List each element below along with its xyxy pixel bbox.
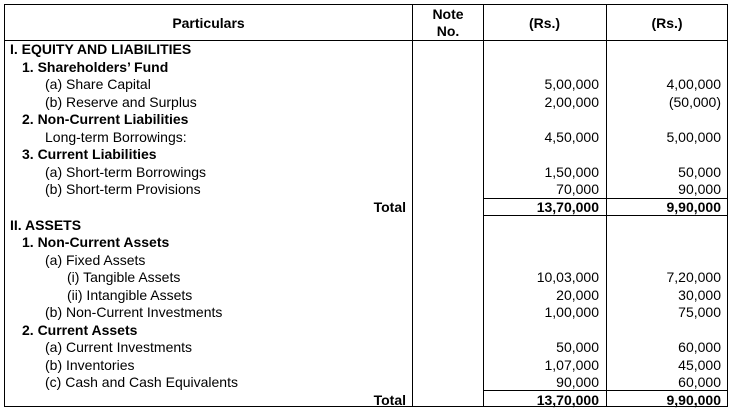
current-year-value: 1,00,000 <box>544 304 599 320</box>
current-year-value <box>484 217 599 235</box>
previous-year-value <box>607 41 721 59</box>
group-heading: 2. Current Assets <box>22 321 138 338</box>
line-item-label: (b) Reserve and Surplus <box>45 93 197 110</box>
header-particulars: Particulars <box>172 14 245 31</box>
previous-year-value: 75,000 <box>678 304 721 320</box>
total-label: Total <box>373 199 406 215</box>
line-item-label: (c) Cash and Cash Equivalents <box>45 374 238 390</box>
previous-year-value <box>607 252 721 270</box>
line-item-label: (b) Short-term Provisions <box>45 181 201 197</box>
line-item-label: Long-term Borrowings: <box>45 128 187 145</box>
current-year-value: 1,50,000 <box>544 163 599 180</box>
header-note-line2: No. <box>436 23 460 39</box>
previous-year-value <box>607 234 721 252</box>
previous-year-value <box>607 59 721 77</box>
previous-year-value <box>607 146 721 164</box>
current-year-value: 20,000 <box>556 286 599 303</box>
current-year-value: 4,50,000 <box>544 128 599 145</box>
current-year-value: 5,00,000 <box>544 76 599 92</box>
header-note-line1: Note <box>432 6 464 22</box>
current-year-value <box>484 111 599 129</box>
line-item-label: (i) Tangible Assets <box>67 269 181 285</box>
current-year-value: 90,000 <box>556 374 599 390</box>
current-year-value <box>484 234 599 252</box>
previous-year-value: 60,000 <box>678 339 721 355</box>
current-year-value <box>484 41 599 59</box>
current-year-value: 13,70,000 <box>536 391 599 408</box>
section-heading: II. ASSETS <box>10 216 82 233</box>
line-item-label: (a) Current Investments <box>45 339 193 355</box>
previous-year-value: 60,000 <box>678 374 721 390</box>
previous-year-value: 30,000 <box>678 286 721 303</box>
previous-year-value: 9,90,000 <box>666 391 721 408</box>
column-divider <box>412 5 413 406</box>
current-year-value: 70,000 <box>556 181 599 197</box>
current-year-value <box>484 146 599 164</box>
previous-year-value <box>607 217 721 235</box>
group-heading: 3. Current Liabilities <box>22 146 157 162</box>
line-item-label: (a) Short-term Borrowings <box>45 163 207 180</box>
current-year-value: 10,03,000 <box>536 269 599 285</box>
previous-year-value <box>607 111 721 129</box>
header-current-year: (Rs.) <box>528 14 561 31</box>
previous-year-value: 7,20,000 <box>666 269 721 285</box>
previous-year-value: 45,000 <box>678 356 721 373</box>
group-heading: 2. Non-Current Liabilities <box>22 111 189 127</box>
previous-year-value: 50,000 <box>678 163 721 180</box>
group-heading: 1. Shareholders’ Fund <box>22 58 169 75</box>
line-item-label: (ii) Intangible Assets <box>67 286 193 303</box>
previous-year-value: 9,90,000 <box>666 199 721 215</box>
current-year-value: 50,000 <box>556 339 599 355</box>
total-label: Total <box>373 391 406 408</box>
current-year-value: 2,00,000 <box>544 93 599 110</box>
line-item-label: (b) Non-Current Investments <box>45 304 223 320</box>
header-note-no <box>413 5 483 41</box>
current-year-value <box>484 322 599 340</box>
current-year-value <box>484 59 599 77</box>
line-item-label: (b) Inventories <box>45 356 135 373</box>
balance-sheet-table <box>4 4 728 407</box>
header-previous-year: (Rs.) <box>651 14 683 31</box>
previous-year-value: 5,00,000 <box>666 128 721 145</box>
current-year-value <box>484 252 599 270</box>
line-item-label: (a) Fixed Assets <box>45 251 146 268</box>
previous-year-value: 90,000 <box>678 181 721 197</box>
current-year-value: 1,07,000 <box>544 356 599 373</box>
previous-year-value <box>607 322 721 340</box>
previous-year-value: (50,000) <box>668 93 721 110</box>
previous-year-value: 4,00,000 <box>666 76 721 92</box>
section-heading: I. EQUITY AND LIABILITIES <box>10 41 192 57</box>
current-year-value: 13,70,000 <box>536 199 599 215</box>
group-heading: 1. Non-Current Assets <box>22 234 170 250</box>
line-item-label: (a) Share Capital <box>45 76 151 92</box>
